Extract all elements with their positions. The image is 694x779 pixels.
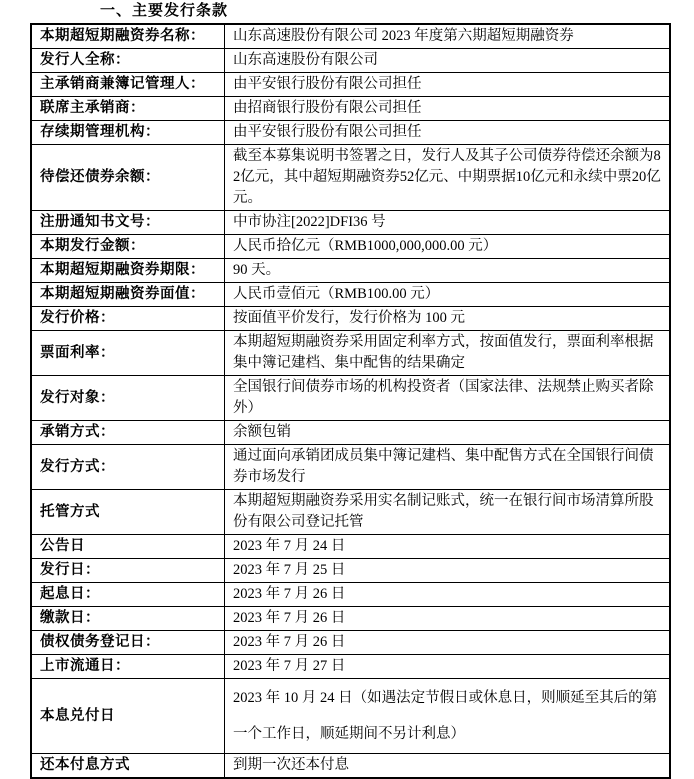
row-label: 上市流通日： [31, 655, 225, 679]
issuance-terms-table [30, 23, 671, 779]
table-row [31, 49, 670, 73]
row-value: 由平安银行股份有限公司担任 [225, 73, 671, 97]
row-value: 人民币壹佰元（RMB100.00 元） [225, 283, 671, 307]
row-label: 发行对象： [31, 376, 225, 421]
row-value: 2023 年 7 月 26 日 [225, 583, 671, 607]
table-row [31, 631, 670, 655]
row-label: 主承销商兼簿记管理人： [31, 73, 225, 97]
row-value: 2023 年 7 月 25 日 [225, 559, 671, 583]
row-label: 发行方式： [31, 445, 225, 490]
table-row [31, 211, 670, 235]
row-label: 本期超短期融资券名称： [31, 24, 225, 49]
table-row [31, 24, 670, 49]
row-value: 由招商银行股份有限公司担任 [225, 97, 671, 121]
table-row [31, 283, 670, 307]
row-label: 托管方式 [31, 490, 225, 535]
table-row [31, 259, 670, 283]
row-label: 公告日 [31, 535, 225, 559]
row-label: 还本付息方式 [31, 754, 225, 779]
table-row [31, 445, 670, 490]
row-label: 债权债务登记日： [31, 631, 225, 655]
table-row [31, 307, 670, 331]
row-label: 发行人全称： [31, 49, 225, 73]
row-label: 本息兑付日 [31, 679, 225, 754]
row-value: 山东高速股份有限公司 [225, 49, 671, 73]
table-row [31, 421, 670, 445]
row-value: 通过面向承销团成员集中簿记建档、集中配售方式在全国银行间债券市场发行 [225, 445, 671, 490]
row-label: 存续期管理机构： [31, 121, 225, 145]
row-value: 余额包销 [225, 421, 671, 445]
table-row [31, 331, 670, 376]
table-row [31, 490, 670, 535]
table-row [31, 559, 670, 583]
row-label: 注册通知书文号： [31, 211, 225, 235]
table-row [31, 97, 670, 121]
row-value: 山东高速股份有限公司 2023 年度第六期超短期融资券 [225, 24, 671, 49]
table-row [31, 679, 670, 754]
row-label: 承销方式： [31, 421, 225, 445]
row-value: 2023 年 7 月 26 日 [225, 607, 671, 631]
row-label: 发行日： [31, 559, 225, 583]
table-row [31, 73, 670, 97]
row-label: 待偿还债券余额： [31, 145, 225, 211]
terms-table-body [31, 24, 670, 778]
row-value: 中市协注[2022]DFI36 号 [225, 211, 671, 235]
row-value: 按面值平价发行，发行价格为 100 元 [225, 307, 671, 331]
row-value: 2023 年 7 月 26 日 [225, 631, 671, 655]
row-label: 本期发行金额： [31, 235, 225, 259]
row-value: 本期超短期融资券采用固定利率方式，按面值发行，票面利率根据集中簿记建档、集中配售的结果确定 [225, 331, 671, 376]
row-label: 缴款日： [31, 607, 225, 631]
row-value: 全国银行间债券市场的机构投资者（国家法律、法规禁止购买者除外） [225, 376, 671, 421]
row-value: 人民币拾亿元（RMB1000,000,000.00 元） [225, 235, 671, 259]
table-row [31, 535, 670, 559]
row-value: 由平安银行股份有限公司担任 [225, 121, 671, 145]
row-label: 票面利率： [31, 331, 225, 376]
row-value: 2023 年 7 月 24 日 [225, 535, 671, 559]
row-value: 截至本募集说明书签署之日，发行人及其子公司债券待偿还余额为82亿元，其中超短期融资券52亿元、中期票据10亿元和永续中票20亿元。 [225, 145, 671, 211]
row-value: 90 天。 [225, 259, 671, 283]
table-row [31, 376, 670, 421]
row-value: 2023 年 7 月 27 日 [225, 655, 671, 679]
table-row [31, 754, 670, 779]
row-value: 2023 年 10 月 24 日（如遇法定节假日或休息日，则顺延至其后的第一个工作日，顺延期间不另计利息） [225, 679, 671, 754]
row-label: 联席主承销商： [31, 97, 225, 121]
row-label: 本期超短期融资券面值： [31, 283, 225, 307]
section-title: 一、主要发行条款 [100, 3, 229, 19]
row-value: 本期超短期融资券采用实名制记账式，统一在银行间市场清算所股份有限公司登记托管 [225, 490, 671, 535]
table-row [31, 655, 670, 679]
row-label: 起息日： [31, 583, 225, 607]
table-row [31, 607, 670, 631]
row-value: 到期一次还本付息 [225, 754, 671, 779]
row-label: 发行价格： [31, 307, 225, 331]
table-row [31, 121, 670, 145]
table-row [31, 145, 670, 211]
table-row [31, 235, 670, 259]
table-row [31, 583, 670, 607]
row-label: 本期超短期融资券期限： [31, 259, 225, 283]
